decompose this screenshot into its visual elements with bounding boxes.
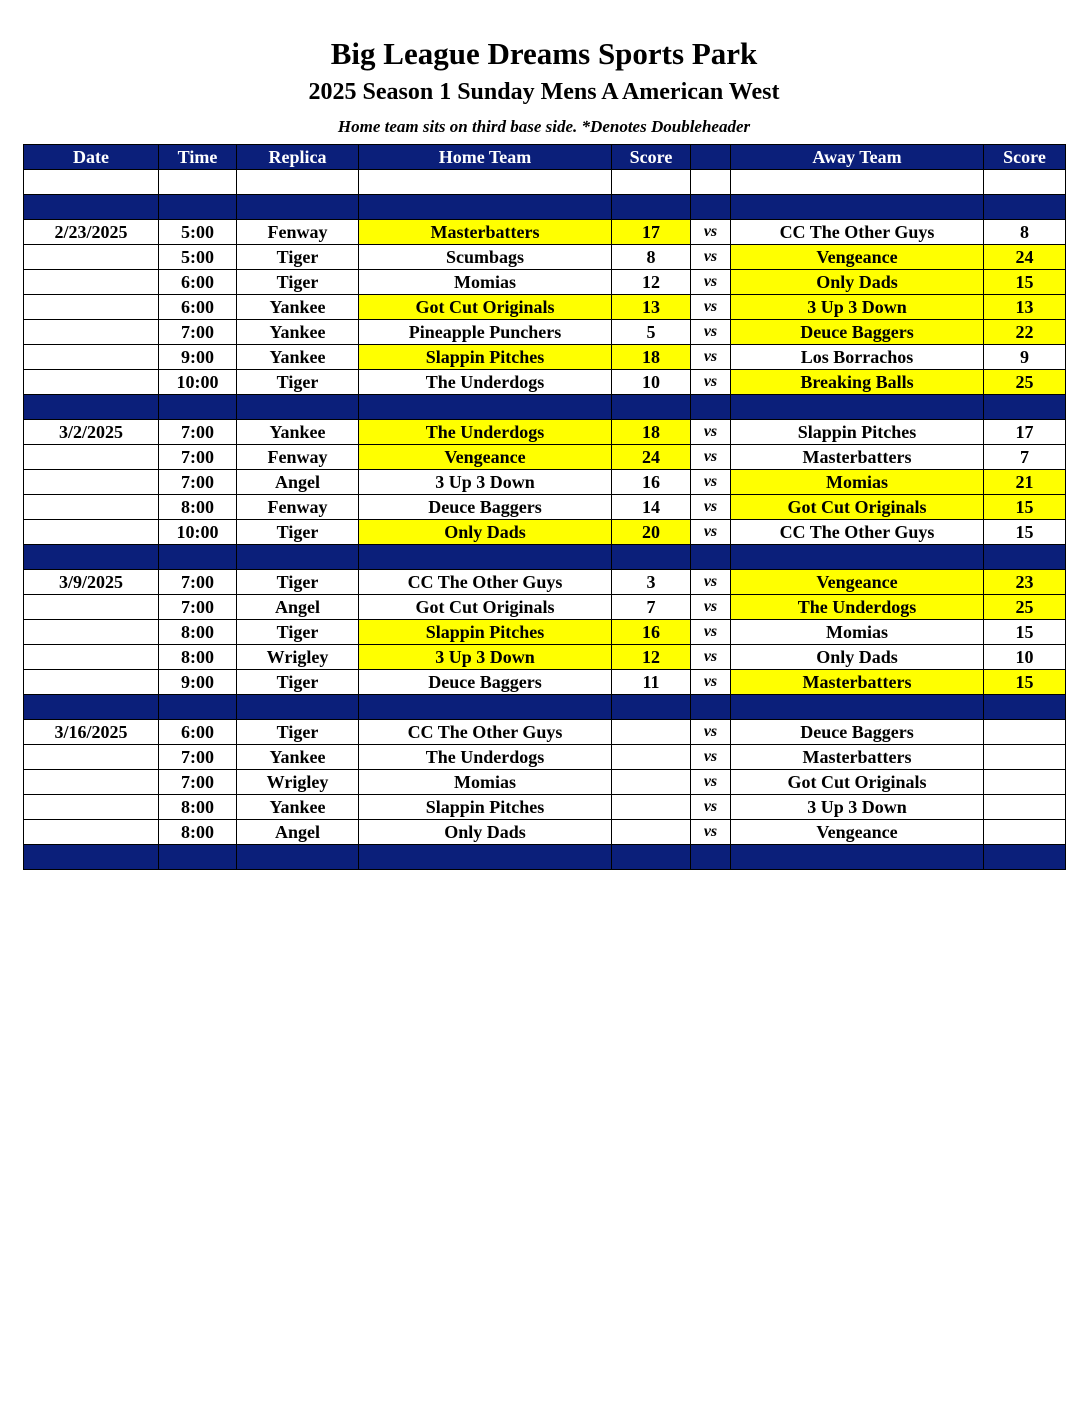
separator-row <box>24 695 1066 720</box>
schedule-body <box>24 170 1066 870</box>
home-team-cell: The Underdogs <box>359 370 612 395</box>
home-team-cell: Deuce Baggers <box>359 495 612 520</box>
empty-cell <box>984 545 1066 570</box>
date-cell: 3/2/2025 <box>24 420 159 445</box>
date-cell: 3/9/2025 <box>24 570 159 595</box>
empty-cell <box>359 170 612 195</box>
away-team-cell: Momias <box>731 470 984 495</box>
empty-cell <box>359 395 612 420</box>
game-row <box>24 670 1066 695</box>
home-score-cell: 20 <box>612 520 691 545</box>
home-score-cell: 18 <box>612 345 691 370</box>
replica-cell: Fenway <box>237 220 359 245</box>
away-team-cell: Los Borrachos <box>731 345 984 370</box>
away-score-cell <box>984 795 1066 820</box>
home-score-cell: 5 <box>612 320 691 345</box>
replica-cell: Fenway <box>237 445 359 470</box>
empty-cell <box>731 545 984 570</box>
empty-cell <box>612 170 691 195</box>
date-cell <box>24 470 159 495</box>
home-score-cell: 3 <box>612 570 691 595</box>
col-header-vs <box>691 145 731 170</box>
empty-cell <box>612 695 691 720</box>
page-title: Big League Dreams Sports Park <box>330 36 758 71</box>
vs-cell: vs <box>691 370 731 395</box>
replica-cell: Tiger <box>237 720 359 745</box>
away-score-cell <box>984 770 1066 795</box>
time-cell: 7:00 <box>159 470 237 495</box>
vs-cell: vs <box>691 520 731 545</box>
game-row <box>24 620 1066 645</box>
game-row <box>24 445 1066 470</box>
time-cell: 10:00 <box>159 370 237 395</box>
empty-cell <box>984 845 1066 870</box>
game-row <box>24 595 1066 620</box>
game-row <box>24 320 1066 345</box>
replica-cell: Yankee <box>237 345 359 370</box>
date-cell <box>24 370 159 395</box>
empty-cell <box>984 695 1066 720</box>
home-team-cell: Scumbags <box>359 245 612 270</box>
empty-cell <box>359 845 612 870</box>
col-header-home-score: Score <box>612 145 691 170</box>
game-row <box>24 745 1066 770</box>
away-score-cell: 25 <box>984 595 1066 620</box>
away-team-cell: CC The Other Guys <box>731 520 984 545</box>
time-cell: 6:00 <box>159 720 237 745</box>
empty-cell <box>612 395 691 420</box>
home-team-cell: CC The Other Guys <box>359 720 612 745</box>
game-row <box>24 770 1066 795</box>
away-score-cell: 15 <box>984 270 1066 295</box>
home-score-cell: 12 <box>612 270 691 295</box>
away-team-cell: Got Cut Originals <box>731 495 984 520</box>
replica-cell: Yankee <box>237 795 359 820</box>
away-team-cell: Got Cut Originals <box>731 770 984 795</box>
home-score-cell: 14 <box>612 495 691 520</box>
away-score-cell: 17 <box>984 420 1066 445</box>
vs-cell: vs <box>691 670 731 695</box>
replica-cell: Tiger <box>237 245 359 270</box>
home-score-cell: 13 <box>612 295 691 320</box>
date-cell <box>24 520 159 545</box>
time-cell: 5:00 <box>159 245 237 270</box>
empty-cell <box>691 845 731 870</box>
vs-cell: vs <box>691 470 731 495</box>
empty-cell <box>691 395 731 420</box>
home-team-cell: CC The Other Guys <box>359 570 612 595</box>
empty-cell <box>24 395 159 420</box>
time-cell: 5:00 <box>159 220 237 245</box>
time-cell: 7:00 <box>159 445 237 470</box>
replica-cell: Wrigley <box>237 645 359 670</box>
vs-cell: vs <box>691 495 731 520</box>
empty-cell <box>237 395 359 420</box>
date-cell <box>24 645 159 670</box>
replica-cell: Yankee <box>237 745 359 770</box>
empty-cell <box>691 170 731 195</box>
date-cell <box>24 620 159 645</box>
home-score-cell <box>612 745 691 770</box>
away-score-cell: 22 <box>984 320 1066 345</box>
away-team-cell: Only Dads <box>731 645 984 670</box>
game-row <box>24 820 1066 845</box>
empty-cell <box>612 845 691 870</box>
vs-cell: vs <box>691 420 731 445</box>
away-team-cell: CC The Other Guys <box>731 220 984 245</box>
col-header-date: Date <box>24 145 159 170</box>
away-score-cell: 15 <box>984 670 1066 695</box>
empty-cell <box>237 545 359 570</box>
game-row <box>24 370 1066 395</box>
away-team-cell: Slappin Pitches <box>731 420 984 445</box>
empty-cell <box>691 695 731 720</box>
vs-cell: vs <box>691 820 731 845</box>
vs-cell: vs <box>691 595 731 620</box>
home-score-cell: 11 <box>612 670 691 695</box>
vs-cell: vs <box>691 620 731 645</box>
time-cell: 10:00 <box>159 520 237 545</box>
time-cell: 8:00 <box>159 645 237 670</box>
vs-cell: vs <box>691 245 731 270</box>
vs-cell: vs <box>691 220 731 245</box>
home-team-cell: Only Dads <box>359 520 612 545</box>
empty-cell <box>159 695 237 720</box>
home-team-cell: The Underdogs <box>359 745 612 770</box>
date-cell <box>24 595 159 620</box>
vs-cell: vs <box>691 745 731 770</box>
home-team-cell: Got Cut Originals <box>359 595 612 620</box>
time-cell: 7:00 <box>159 745 237 770</box>
time-cell: 6:00 <box>159 295 237 320</box>
away-team-cell: The Underdogs <box>731 595 984 620</box>
empty-cell <box>24 195 159 220</box>
game-row <box>24 470 1066 495</box>
schedule-table <box>23 144 1066 870</box>
game-row <box>24 270 1066 295</box>
date-cell <box>24 495 159 520</box>
empty-cell <box>731 195 984 220</box>
time-cell: 9:00 <box>159 345 237 370</box>
away-score-cell <box>984 745 1066 770</box>
home-score-cell: 8 <box>612 245 691 270</box>
home-score-cell <box>612 795 691 820</box>
date-cell <box>24 770 159 795</box>
away-team-cell: Vengeance <box>731 820 984 845</box>
away-team-cell: Breaking Balls <box>731 370 984 395</box>
vs-cell: vs <box>691 720 731 745</box>
empty-cell <box>237 170 359 195</box>
separator-row <box>24 545 1066 570</box>
away-score-cell: 25 <box>984 370 1066 395</box>
replica-cell: Wrigley <box>237 770 359 795</box>
date-cell <box>24 820 159 845</box>
empty-cell <box>237 695 359 720</box>
empty-cell <box>237 195 359 220</box>
empty-cell <box>359 695 612 720</box>
home-team-cell: Got Cut Originals <box>359 295 612 320</box>
separator-row <box>24 195 1066 220</box>
away-team-cell: Only Dads <box>731 270 984 295</box>
away-score-cell: 15 <box>984 520 1066 545</box>
away-team-cell: Masterbatters <box>731 670 984 695</box>
date-cell <box>24 320 159 345</box>
away-score-cell: 13 <box>984 295 1066 320</box>
empty-cell <box>159 195 237 220</box>
game-row <box>24 295 1066 320</box>
empty-cell <box>159 545 237 570</box>
vs-cell: vs <box>691 570 731 595</box>
home-team-cell: Only Dads <box>359 820 612 845</box>
home-score-cell: 7 <box>612 595 691 620</box>
time-cell: 8:00 <box>159 620 237 645</box>
home-score-cell: 12 <box>612 645 691 670</box>
away-score-cell: 15 <box>984 495 1066 520</box>
date-cell: 3/16/2025 <box>24 720 159 745</box>
col-header-replica: Replica <box>237 145 359 170</box>
away-team-cell: 3 Up 3 Down <box>731 295 984 320</box>
home-team-cell: Pineapple Punchers <box>359 320 612 345</box>
time-cell: 7:00 <box>159 420 237 445</box>
home-score-cell: 24 <box>612 445 691 470</box>
empty-cell <box>612 545 691 570</box>
empty-cell <box>691 545 731 570</box>
home-team-cell: Vengeance <box>359 445 612 470</box>
home-score-cell: 17 <box>612 220 691 245</box>
home-score-cell: 16 <box>612 620 691 645</box>
empty-cell <box>731 395 984 420</box>
home-score-cell <box>612 770 691 795</box>
away-score-cell: 10 <box>984 645 1066 670</box>
home-team-cell: 3 Up 3 Down <box>359 645 612 670</box>
replica-cell: Tiger <box>237 520 359 545</box>
home-team-cell: The Underdogs <box>359 420 612 445</box>
time-cell: 9:00 <box>159 670 237 695</box>
home-score-cell: 18 <box>612 420 691 445</box>
home-team-cell: Slappin Pitches <box>359 620 612 645</box>
replica-cell: Angel <box>237 595 359 620</box>
game-row <box>24 420 1066 445</box>
empty-cell <box>731 695 984 720</box>
vs-cell: vs <box>691 645 731 670</box>
col-header-home-team: Home Team <box>359 145 612 170</box>
time-cell: 7:00 <box>159 770 237 795</box>
empty-cell <box>24 170 159 195</box>
away-score-cell <box>984 720 1066 745</box>
replica-cell: Tiger <box>237 270 359 295</box>
time-cell: 8:00 <box>159 820 237 845</box>
away-score-cell: 24 <box>984 245 1066 270</box>
col-header-time: Time <box>159 145 237 170</box>
empty-cell <box>159 395 237 420</box>
time-cell: 7:00 <box>159 595 237 620</box>
date-cell <box>24 445 159 470</box>
home-team-cell: Momias <box>359 770 612 795</box>
replica-cell: Tiger <box>237 570 359 595</box>
empty-cell <box>237 845 359 870</box>
date-cell <box>24 295 159 320</box>
away-score-cell: 21 <box>984 470 1066 495</box>
away-score-cell: 15 <box>984 620 1066 645</box>
replica-cell: Tiger <box>237 370 359 395</box>
away-team-cell: Vengeance <box>731 245 984 270</box>
empty-cell <box>24 695 159 720</box>
empty-cell <box>24 545 159 570</box>
separator-row <box>24 845 1066 870</box>
away-score-cell: 7 <box>984 445 1066 470</box>
date-cell <box>24 670 159 695</box>
schedule-note: Home team sits on third base side. *Denotes Doubleheader <box>337 117 751 136</box>
game-row <box>24 720 1066 745</box>
home-team-cell: 3 Up 3 Down <box>359 470 612 495</box>
date-cell <box>24 795 159 820</box>
home-score-cell: 16 <box>612 470 691 495</box>
vs-cell: vs <box>691 295 731 320</box>
col-header-away-team: Away Team <box>731 145 984 170</box>
replica-cell: Angel <box>237 470 359 495</box>
replica-cell: Fenway <box>237 495 359 520</box>
away-team-cell: Deuce Baggers <box>731 320 984 345</box>
away-team-cell: Masterbatters <box>731 745 984 770</box>
vs-cell: vs <box>691 270 731 295</box>
date-cell <box>24 245 159 270</box>
away-team-cell: Momias <box>731 620 984 645</box>
time-cell: 8:00 <box>159 495 237 520</box>
blank-row <box>24 170 1066 195</box>
replica-cell: Tiger <box>237 620 359 645</box>
date-cell <box>24 345 159 370</box>
date-cell: 2/23/2025 <box>24 220 159 245</box>
replica-cell: Yankee <box>237 295 359 320</box>
game-row <box>24 520 1066 545</box>
time-cell: 8:00 <box>159 795 237 820</box>
empty-cell <box>984 170 1066 195</box>
empty-cell <box>359 545 612 570</box>
empty-cell <box>984 195 1066 220</box>
home-team-cell: Slappin Pitches <box>359 795 612 820</box>
away-team-cell: Masterbatters <box>731 445 984 470</box>
empty-cell <box>159 845 237 870</box>
separator-row <box>24 395 1066 420</box>
time-cell: 6:00 <box>159 270 237 295</box>
col-header-away-score: Score <box>984 145 1066 170</box>
empty-cell <box>731 845 984 870</box>
home-score-cell <box>612 820 691 845</box>
vs-cell: vs <box>691 345 731 370</box>
vs-cell: vs <box>691 445 731 470</box>
away-score-cell <box>984 820 1066 845</box>
home-score-cell <box>612 720 691 745</box>
away-team-cell: Deuce Baggers <box>731 720 984 745</box>
time-cell: 7:00 <box>159 320 237 345</box>
game-row <box>24 795 1066 820</box>
away-team-cell: 3 Up 3 Down <box>731 795 984 820</box>
date-cell <box>24 270 159 295</box>
away-score-cell: 8 <box>984 220 1066 245</box>
time-cell: 7:00 <box>159 570 237 595</box>
game-row <box>24 345 1066 370</box>
replica-cell: Yankee <box>237 420 359 445</box>
home-team-cell: Momias <box>359 270 612 295</box>
page-subtitle: 2025 Season 1 Sunday Mens A American West <box>308 79 780 105</box>
home-team-cell: Deuce Baggers <box>359 670 612 695</box>
vs-cell: vs <box>691 795 731 820</box>
empty-cell <box>984 395 1066 420</box>
away-score-cell: 23 <box>984 570 1066 595</box>
away-score-cell: 9 <box>984 345 1066 370</box>
replica-cell: Angel <box>237 820 359 845</box>
game-row <box>24 220 1066 245</box>
header-row <box>24 145 1066 170</box>
replica-cell: Tiger <box>237 670 359 695</box>
empty-cell <box>691 195 731 220</box>
empty-cell <box>359 195 612 220</box>
game-row <box>24 495 1066 520</box>
away-team-cell: Vengeance <box>731 570 984 595</box>
home-team-cell: Masterbatters <box>359 220 612 245</box>
game-row <box>24 645 1066 670</box>
empty-cell <box>159 170 237 195</box>
empty-cell <box>24 845 159 870</box>
replica-cell: Yankee <box>237 320 359 345</box>
game-row <box>24 570 1066 595</box>
empty-cell <box>731 170 984 195</box>
vs-cell: vs <box>691 320 731 345</box>
empty-cell <box>612 195 691 220</box>
game-row <box>24 245 1066 270</box>
vs-cell: vs <box>691 770 731 795</box>
home-score-cell: 10 <box>612 370 691 395</box>
home-team-cell: Slappin Pitches <box>359 345 612 370</box>
date-cell <box>24 745 159 770</box>
